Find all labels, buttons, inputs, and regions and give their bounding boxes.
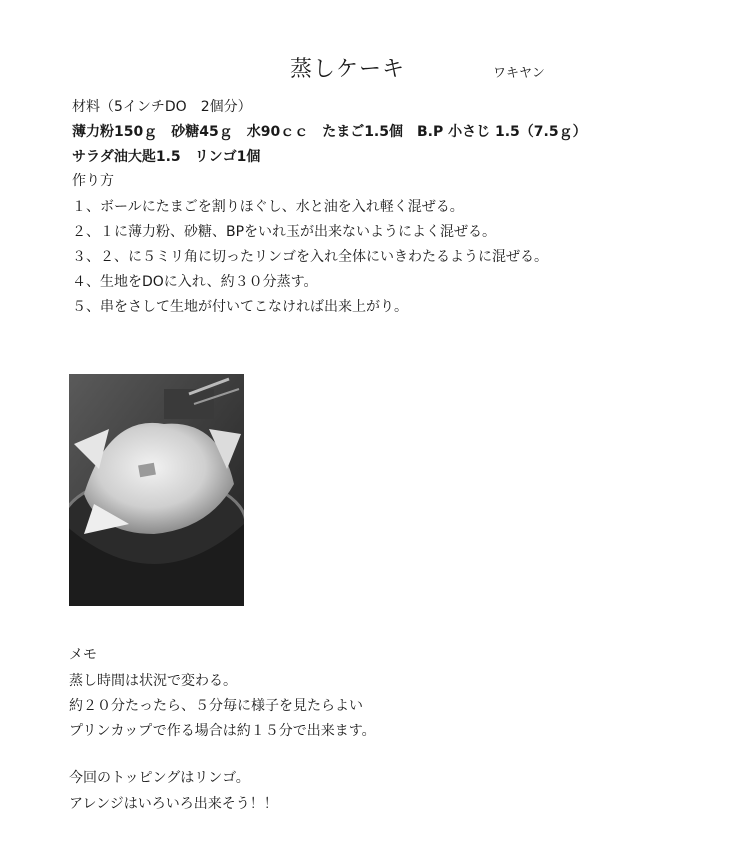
method-step: ５、串をさして生地が付いてこなければ出来上がり。 bbox=[72, 299, 408, 315]
ingredients-line-2: サラダ油大匙1.5 リンゴ1個 bbox=[72, 149, 261, 165]
memo-heading: メモ bbox=[69, 647, 97, 663]
author-name: ワキヤン bbox=[493, 66, 545, 81]
method-heading: 作り方 bbox=[72, 173, 114, 189]
memo-line: 今回のトッピングはリンゴ。 bbox=[69, 770, 250, 786]
memo-line: 蒸し時間は状況で変わる。 bbox=[69, 673, 237, 689]
memo-line: アレンジはいろいろ出来そう！！ bbox=[69, 796, 278, 812]
method-step: １、ボールにたまごを割りほぐし、水と油を入れ軽く混ぜる。 bbox=[72, 199, 464, 215]
recipe-title: 蒸しケーキ bbox=[290, 57, 406, 82]
method-step: ４、生地をDOに入れ、約３０分蒸す。 bbox=[72, 274, 318, 290]
method-step: ２、１に薄力粉、砂糖、BPをいれ玉が出来ないようによく混ぜる。 bbox=[72, 224, 497, 240]
steamed-cake-image bbox=[69, 374, 244, 606]
ingredients-line-1: 薄力粉150ｇ 砂糖45ｇ 水90ｃｃ たまご1.5個 B.P 小さじ 1.5（7.5ｇ） bbox=[72, 124, 587, 140]
method-step: ３、２、に５ミリ角に切ったリンゴを入れ全体にいきわたるように混ぜる。 bbox=[72, 249, 548, 265]
memo-line: 約２０分たったら、５分毎に様子を見たらよい bbox=[69, 698, 363, 714]
memo-line: プリンカップで作る場合は約１５分で出来ます。 bbox=[69, 723, 376, 739]
steamed-cake-photo bbox=[69, 374, 244, 606]
ingredients-heading: 材料（5インチDO 2個分） bbox=[72, 99, 252, 115]
